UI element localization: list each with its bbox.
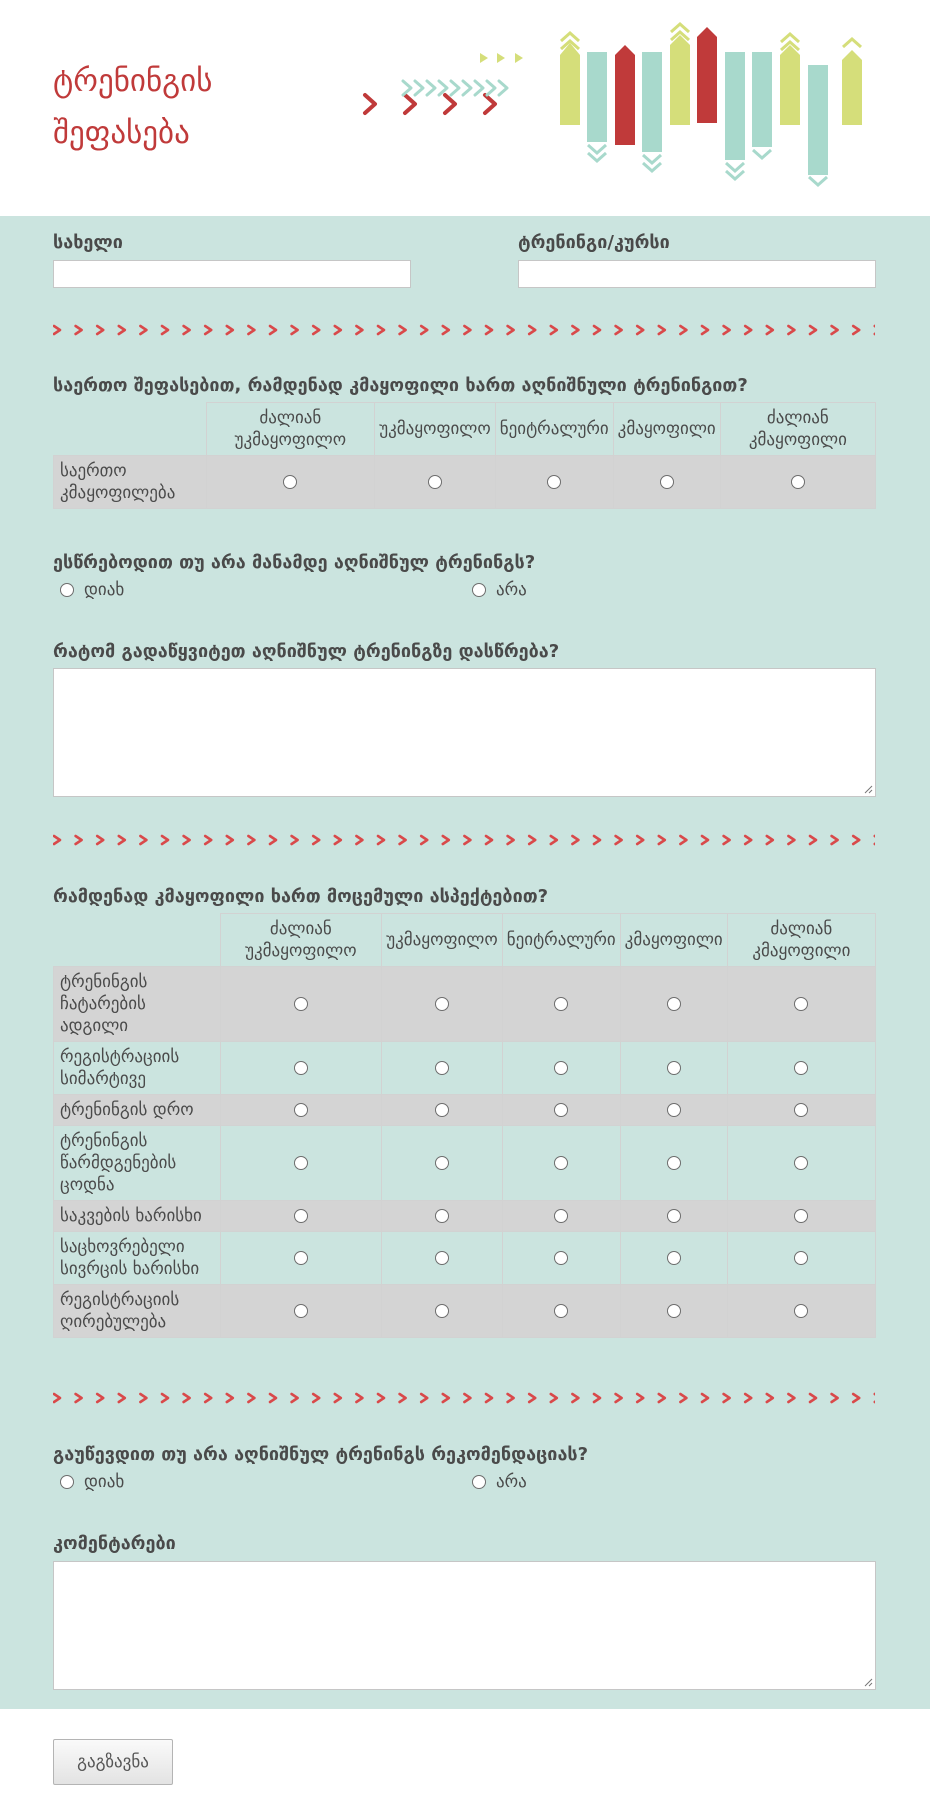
radio-button[interactable] xyxy=(294,1061,308,1075)
matrix-cell[interactable] xyxy=(502,1126,620,1201)
row-label: რეგისტრაციის ღირებულება xyxy=(54,1285,221,1338)
radio-button[interactable] xyxy=(667,1251,681,1265)
option-label: არა xyxy=(496,580,527,600)
matrix-cell[interactable] xyxy=(502,967,620,1042)
form-title-line1: ტრენინგის xyxy=(53,63,213,99)
q3-textarea[interactable] xyxy=(53,668,876,797)
matrix-cell[interactable] xyxy=(727,1201,875,1232)
section-divider xyxy=(53,1391,875,1405)
name-input[interactable] xyxy=(53,260,411,288)
matrix-cell[interactable] xyxy=(727,1042,875,1095)
radio-button[interactable] xyxy=(435,1251,449,1265)
matrix-row xyxy=(54,1232,876,1285)
radio-button[interactable] xyxy=(794,1304,808,1318)
radio-button[interactable] xyxy=(435,1209,449,1223)
radio-button[interactable] xyxy=(472,583,486,597)
matrix-cell[interactable] xyxy=(382,1201,503,1232)
radio-button[interactable] xyxy=(294,1304,308,1318)
form-title xyxy=(53,55,313,159)
option-label: დიახ xyxy=(84,580,125,600)
matrix-cell[interactable] xyxy=(382,1232,503,1285)
matrix-cell[interactable] xyxy=(502,1042,620,1095)
submit-button[interactable]: გაგზავნა xyxy=(53,1739,173,1785)
matrix-cell[interactable] xyxy=(220,1126,382,1201)
form-header xyxy=(0,0,930,216)
course-input[interactable] xyxy=(518,260,876,288)
radio-button[interactable] xyxy=(294,1251,308,1265)
radio-button[interactable] xyxy=(667,1103,681,1117)
radio-button[interactable] xyxy=(60,1475,74,1489)
matrix-cell[interactable] xyxy=(220,1095,382,1126)
matrix-cell[interactable] xyxy=(502,1095,620,1126)
matrix-cell[interactable] xyxy=(375,456,496,509)
matrix-cell[interactable] xyxy=(727,1126,875,1201)
matrix-cell[interactable] xyxy=(382,967,503,1042)
matrix-cell[interactable] xyxy=(220,1201,382,1232)
option-label: არა xyxy=(496,1472,527,1492)
matrix-cell[interactable] xyxy=(620,967,727,1042)
matrix-cell[interactable] xyxy=(620,1232,727,1285)
row-label: ტრენინგის წარმდგენების ცოდნა xyxy=(54,1126,221,1201)
radio-button[interactable] xyxy=(60,583,74,597)
row-label: საცხოვრებელი სივრცის ხარისხი xyxy=(54,1232,221,1285)
matrix-cell[interactable] xyxy=(502,1285,620,1338)
course-label: ტრენინგი/კურსი xyxy=(518,232,670,253)
resize-handle-icon[interactable] xyxy=(863,784,873,794)
radio-button[interactable] xyxy=(435,1103,449,1117)
matrix-row xyxy=(54,456,876,509)
form-title-line2: შეფასება xyxy=(53,115,190,151)
q2-option-no[interactable] xyxy=(472,580,527,600)
radio-button[interactable] xyxy=(667,1061,681,1075)
q5-option-no[interactable] xyxy=(472,1472,527,1492)
matrix-cell[interactable] xyxy=(220,1232,382,1285)
matrix-row xyxy=(54,1126,876,1201)
q2-label: ესწრებოდით თუ არა მანამდე აღნიშნულ ტრენინგს? xyxy=(53,552,536,573)
q5-option-yes[interactable] xyxy=(60,1472,124,1492)
column-header: კმაყოფილი xyxy=(613,403,720,456)
radio-button[interactable] xyxy=(794,1061,808,1075)
decorative-arrows-banner xyxy=(355,15,875,190)
radio-button[interactable] xyxy=(435,1156,449,1170)
radio-button[interactable] xyxy=(794,1103,808,1117)
matrix-corner xyxy=(54,914,221,967)
option-label: დიახ xyxy=(84,1472,125,1492)
column-header: ძალიან უკმაყოფილო xyxy=(220,914,382,967)
matrix-cell[interactable] xyxy=(727,1285,875,1338)
matrix-cell[interactable] xyxy=(620,1285,727,1338)
column-header: კმაყოფილი xyxy=(620,914,727,967)
matrix-row xyxy=(54,967,876,1042)
radio-button[interactable] xyxy=(794,997,808,1011)
radio-button[interactable] xyxy=(554,1251,568,1265)
matrix-cell[interactable] xyxy=(382,1042,503,1095)
matrix-cell[interactable] xyxy=(620,1095,727,1126)
column-header: ნეიტრალური xyxy=(502,914,620,967)
resize-handle-icon[interactable] xyxy=(863,1677,873,1687)
matrix-cell[interactable] xyxy=(382,1126,503,1201)
q5-label: გაუწევდით თუ არა აღნიშნულ ტრენინგს რეკომენდაციას? xyxy=(53,1444,589,1465)
matrix-row xyxy=(54,1285,876,1338)
matrix-cell[interactable] xyxy=(220,967,382,1042)
matrix-cell[interactable] xyxy=(502,1201,620,1232)
q6-label: კომენტარები xyxy=(53,1533,176,1554)
q4-label: რამდენად კმაყოფილი ხართ მოცემული ასპექტებით? xyxy=(53,886,549,907)
matrix-cell[interactable] xyxy=(727,967,875,1042)
row-label: რეგისტრაციის სიმარტივე xyxy=(54,1042,221,1095)
name-label: სახელი xyxy=(53,232,123,253)
q1-matrix xyxy=(53,402,876,509)
column-header: ნეიტრალური xyxy=(495,403,613,456)
radio-button[interactable] xyxy=(794,1251,808,1265)
radio-button[interactable] xyxy=(667,1156,681,1170)
radio-button[interactable] xyxy=(428,475,442,489)
radio-button[interactable] xyxy=(791,475,805,489)
radio-button[interactable] xyxy=(472,1475,486,1489)
matrix-cell[interactable] xyxy=(620,1126,727,1201)
matrix-cell[interactable] xyxy=(720,456,875,509)
row-label: ტრენინგის დრო xyxy=(54,1095,221,1126)
radio-button[interactable] xyxy=(660,475,674,489)
row-label: ტრენინგის ჩატარების ადგილი xyxy=(54,967,221,1042)
column-header: ძალიან უკმაყოფილო xyxy=(206,403,375,456)
radio-button[interactable] xyxy=(554,1209,568,1223)
comments-textarea[interactable] xyxy=(53,1561,876,1690)
radio-button[interactable] xyxy=(547,475,561,489)
q2-option-yes[interactable] xyxy=(60,580,124,600)
matrix-cell[interactable] xyxy=(727,1232,875,1285)
radio-button[interactable] xyxy=(294,1209,308,1223)
matrix-corner xyxy=(54,403,207,456)
matrix-cell[interactable] xyxy=(620,1042,727,1095)
matrix-cell[interactable] xyxy=(727,1095,875,1126)
matrix-cell[interactable] xyxy=(495,456,613,509)
matrix-cell[interactable] xyxy=(206,456,375,509)
radio-button[interactable] xyxy=(435,1304,449,1318)
matrix-cell[interactable] xyxy=(382,1095,503,1126)
column-header: უკმაყოფილო xyxy=(382,914,503,967)
column-header: ძალიან კმაყოფილი xyxy=(727,914,875,967)
radio-button[interactable] xyxy=(554,1061,568,1075)
matrix-row xyxy=(54,1042,876,1095)
radio-button[interactable] xyxy=(794,1209,808,1223)
radio-button[interactable] xyxy=(554,997,568,1011)
radio-button[interactable] xyxy=(554,1156,568,1170)
radio-button[interactable] xyxy=(294,1103,308,1117)
radio-button[interactable] xyxy=(435,1061,449,1075)
q4-matrix xyxy=(53,913,876,1338)
matrix-cell[interactable] xyxy=(220,1042,382,1095)
column-header: ძალიან კმაყოფილი xyxy=(720,403,875,456)
section-divider xyxy=(53,323,875,337)
matrix-row xyxy=(54,1095,876,1126)
matrix-cell[interactable] xyxy=(613,456,720,509)
radio-button[interactable] xyxy=(294,997,308,1011)
matrix-cell[interactable] xyxy=(502,1232,620,1285)
radio-button[interactable] xyxy=(283,475,297,489)
row-label: საკვების ხარისხი xyxy=(54,1201,221,1232)
radio-button[interactable] xyxy=(667,997,681,1011)
q1-label: საერთო შეფასებით, რამდენად კმაყოფილი ხართ აღნიშნული ტრენინგით? xyxy=(53,375,748,396)
matrix-cell[interactable] xyxy=(220,1285,382,1338)
q3-label: რატომ გადაწყვიტეთ აღნიშნულ ტრენინგზე დასწრება? xyxy=(53,641,560,662)
matrix-cell[interactable] xyxy=(620,1201,727,1232)
matrix-row xyxy=(54,1201,876,1232)
radio-button[interactable] xyxy=(554,1103,568,1117)
section-divider xyxy=(53,833,875,847)
row-label: საერთო კმაყოფილება xyxy=(54,456,207,509)
radio-button[interactable] xyxy=(794,1156,808,1170)
radio-button[interactable] xyxy=(435,997,449,1011)
matrix-cell[interactable] xyxy=(382,1285,503,1338)
radio-button[interactable] xyxy=(554,1304,568,1318)
radio-button[interactable] xyxy=(294,1156,308,1170)
column-header: უკმაყოფილო xyxy=(375,403,496,456)
radio-button[interactable] xyxy=(667,1304,681,1318)
radio-button[interactable] xyxy=(667,1209,681,1223)
